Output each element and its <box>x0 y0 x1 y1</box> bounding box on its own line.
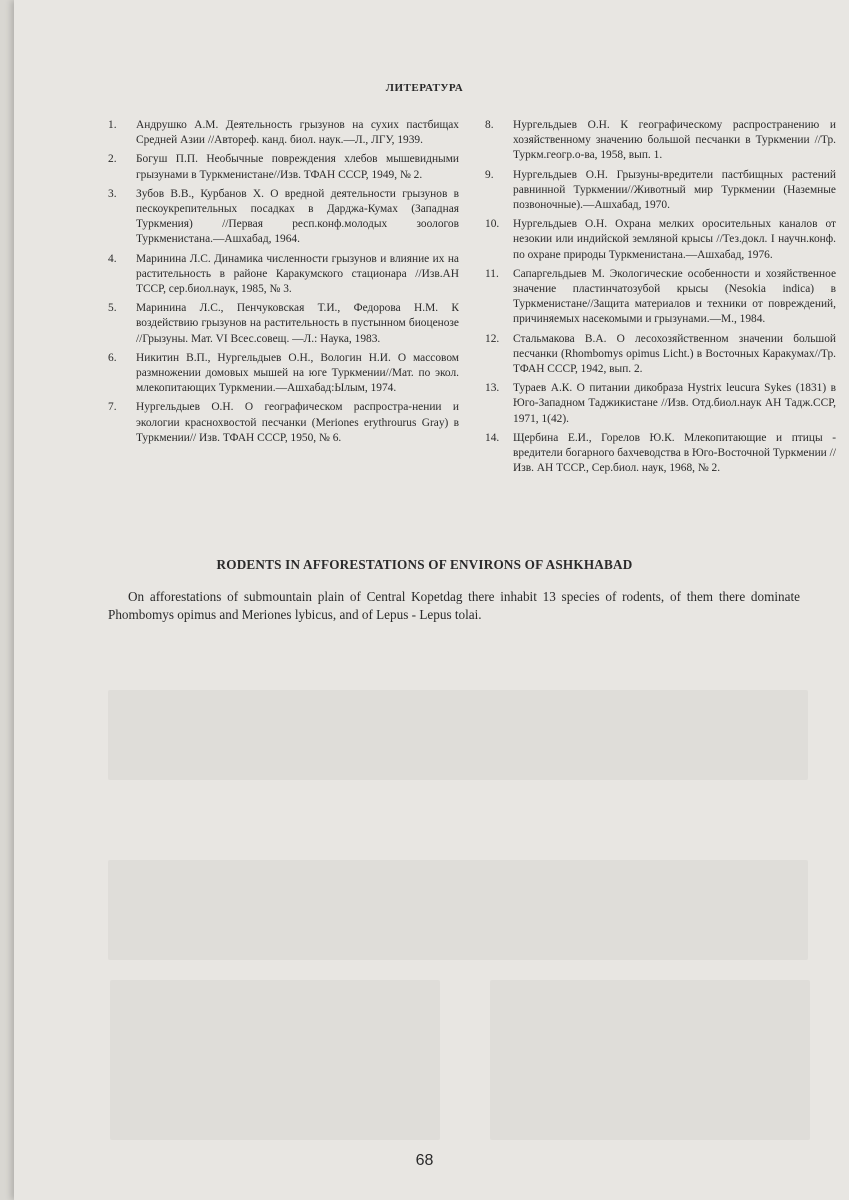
reference-item: 6. Никитин В.П., Нургельдыев О.Н., Вологин Н.И. О массовом размножении домовых мышей на юге Туркмении//Мат. по экол. млекопитающих Туркмении.—Ашхабад:Ылым, 1974. <box>108 351 459 395</box>
bleed-through-block <box>108 860 808 960</box>
references-heading: ЛИТЕРАТУРА <box>385 82 464 94</box>
bleed-through-block <box>110 980 440 1140</box>
reference-item: 12. Стальмакова В.А. О лесохозяйственном значении большой песчанки (Rhombomys opimus Licht.) в Восточных Каракумах//Тр. ТФАН СССР, 1942, вып. 2. <box>485 332 836 376</box>
references-left-column <box>108 118 459 480</box>
page-number: 68 <box>415 1152 434 1169</box>
bleed-through-block <box>490 980 810 1140</box>
reference-item: 2. Богуш П.П. Необычные повреждения хлебов мышевидными грызунами в Туркменистане//Изв. ТФАН СССР, 1949, № 2. <box>108 153 459 181</box>
reference-item: 14. Щербина Е.И., Горелов Ю.К. Млекопитающие и птицы - вредители богарного бахчеводства в Юго-Восточной Туркмении //Изв. АН ТССР., Сер.биол. наук, 1968, № 2. <box>485 431 836 475</box>
reference-item: 3. Зубов В.В., Курбанов Х. О вредной деятельности грызунов в пескоукрепительных посадках в Дарджа-Кумах (Западная Туркмения) //Первая респ.конф.молодых зоологов Туркменистана.—Ашхабад, 1964. <box>108 187 459 246</box>
reference-item: 5. Маринина Л.С., Пенчуковская Т.И., Федорова Н.М. К воздействию грызунов на растительность в пустынном биоценозе //Грызуны. Мат. VI Всес.совещ. —Л.: Наука, 1983. <box>108 302 459 345</box>
reference-item: 9. Нургельдыев О.Н. Грызуны-вредители пастбищных растений равнинной Туркмении//Животный мир Туркмении (Наземные позвоночные).—Ашхабад, 1970. <box>485 168 836 212</box>
summary-paragraph: On afforestations of submountain plain of Central Kopetdag there inhabit 13 species of rodents, of them there dominate Phombomys opimus and Meriones lybicus, and of Lepus - Lepus tolai. <box>108 589 800 622</box>
summary-title: RODENTS IN AFFORESTATIONS OF ENVIRONS OF ASHKHABAD <box>216 557 633 572</box>
references-right-column <box>485 118 836 480</box>
reference-item: 7. Нургельдыев О.Н. О географическом распростра-нении и экологии краснохвостой песчанки (Meriones erythrourus Gray) в Туркмении// Изв. ТФАН СССР, 1950, № 6. <box>108 401 459 444</box>
bleed-through-block <box>108 690 808 780</box>
reference-item: 13. Тураев А.К. О питании дикобраза Hystrix leucura Sykes (1831) в Юго-Западном Таджикистане //Изв. Отд.биол.наук АН Тадж.ССР, 1971, 1(42). <box>485 382 836 425</box>
reference-item: 4. Маринина Л.С. Динамика численности грызунов и влияние их на растительность в районе Каракумского стационара //Изв.АН ТССР, сер.биол.наук, 1985, № 3. <box>108 252 459 296</box>
reference-item: 10. Нургельдыев О.Н. Охрана мелких оросительных каналов от незокии или индийской земляной крысы //Тез.докл. I научн.конф. по охране природы Туркменистана.—Ашхабад, 1976. <box>485 218 836 261</box>
reference-item: 8. Нургельдыев О.Н. К географическому распространению и хозяйственному значению большой песчанки в Туркмении //Тр. Туркм.геогр.о-ва, 1958, вып. 1. <box>485 119 836 162</box>
reference-item: 1. Андрушко А.М. Деятельность грызунов на сухих пастбищах Средней Азии //Автореф. канд. биол. наук.—Л., ЛГУ, 1939. <box>108 119 459 147</box>
references-list <box>108 118 836 480</box>
reference-item: 11. Сапаргельдыев М. Экологические особенности и хозяйственное значение пластинчатозубой крысы (Nesokia indica) в Туркменистане//Защита материалов и техники от повреждений, причиняемых насекомыми и грызунами.—М., 1984. <box>485 267 836 326</box>
